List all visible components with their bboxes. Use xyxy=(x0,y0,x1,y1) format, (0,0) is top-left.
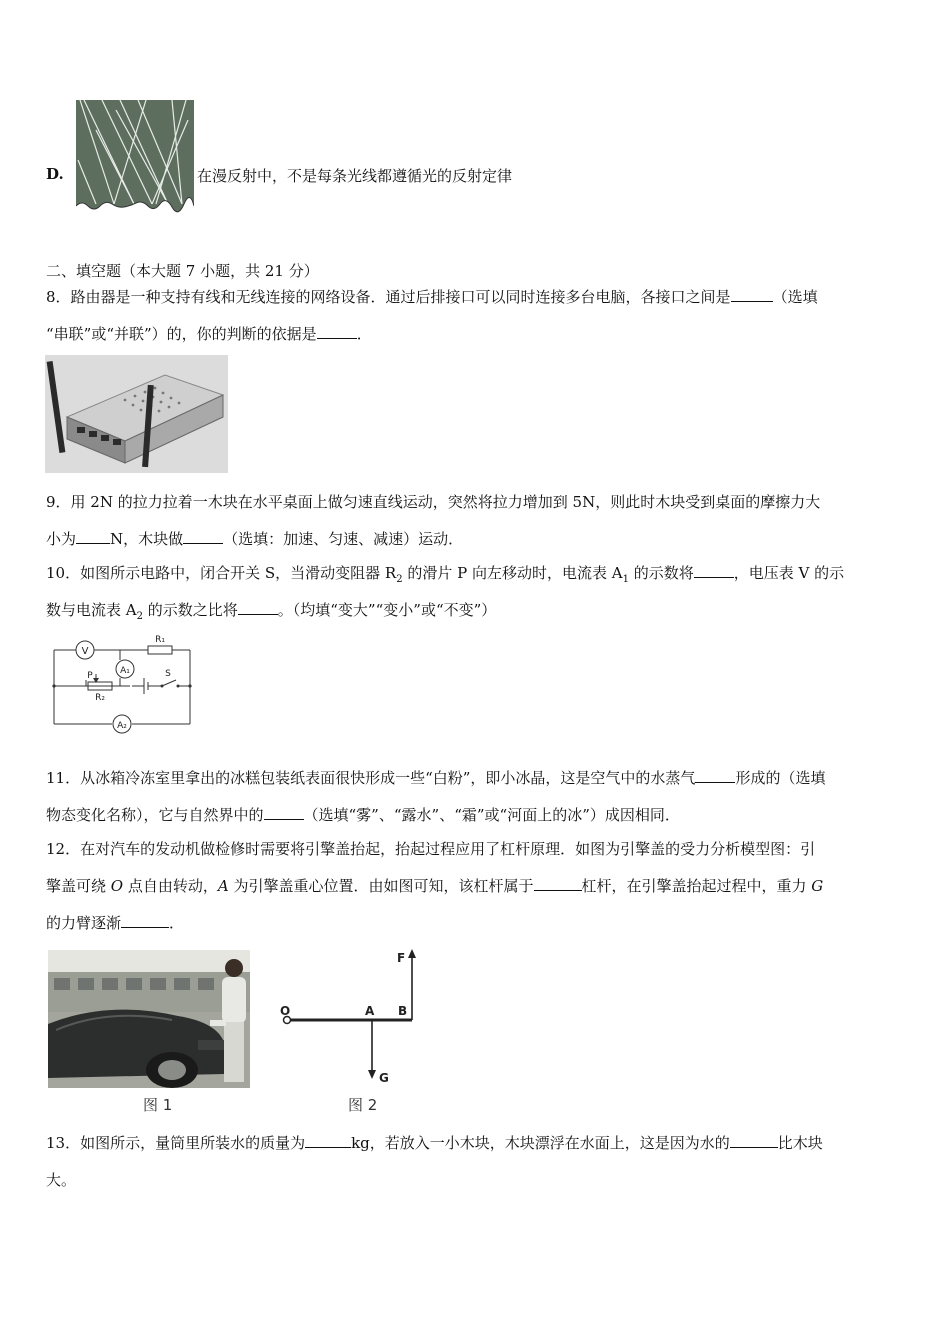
option-d-text: 在漫反射中，不是每条光线都遵循光的反射定律 xyxy=(197,167,513,185)
q11-text-a: 11．从冰箱冷冻室里拿出的冰糕包装纸表面很快形成一些“白粉”，即小冰晶，这是空气中的水蒸气 xyxy=(46,769,696,787)
circuit-s-label: S xyxy=(165,669,171,679)
q12-text-3a: 的力臂逐渐 xyxy=(46,914,122,932)
q11-text-2a: 物态变化名称），它与自然界中的 xyxy=(46,806,264,824)
q11-blank-2[interactable] xyxy=(264,805,304,820)
q11-line-1 xyxy=(46,768,825,788)
q10-blank-1[interactable] xyxy=(694,563,734,578)
q10-text-2a: 数与电流表 A xyxy=(46,601,137,619)
fig2-g-label: G xyxy=(379,1071,389,1085)
q12-text-3b: ． xyxy=(169,914,185,932)
circuit-r2-label: R₂ xyxy=(95,693,105,703)
q13-text-c: 比木块 xyxy=(777,1134,823,1152)
circuit-a1-label: A₁ xyxy=(120,666,130,676)
q12-text-c: 为引擎盖重心位置．由如图可知，该杠杆属于 xyxy=(228,877,534,895)
car-hood-photo xyxy=(48,950,250,1088)
q13-text-a: 13．如图所示，量筒里所装水的质量为 xyxy=(46,1134,306,1152)
fig2-a-label: A xyxy=(365,1004,375,1018)
diffuse-reflection-image xyxy=(76,100,194,222)
q12-text-a: 擎盖可绕 xyxy=(46,877,111,895)
q13-text-b: kg，若放入一小木块，木块漂浮在水面上，这是因为水的 xyxy=(351,1134,730,1152)
circuit-diagram xyxy=(50,632,195,734)
circuit-p-label: P xyxy=(87,671,93,681)
q9-blank-2[interactable] xyxy=(183,529,223,544)
q12-line-2 xyxy=(46,876,823,896)
q10-text-b: 的滑片 P 向左移动时，电流表 A xyxy=(402,564,623,582)
q8-line-2 xyxy=(46,324,372,344)
q9-line-1: 9．用 2N 的拉力拉着一木块在水平桌面上做匀速直线运动，突然将拉力增加到 5N，则此时木块受到桌面的摩擦力大 xyxy=(46,493,821,511)
q10-text-d: ，电压表 V 的示 xyxy=(733,564,845,582)
q9-blank-1[interactable] xyxy=(76,529,110,544)
q12-blank-1[interactable] xyxy=(534,876,582,891)
q9-text-c: （选填：加速、匀速、减速）运动． xyxy=(223,530,464,548)
q13-line-2: 大。 xyxy=(46,1171,77,1189)
q10-text-a: 10．如图所示电路中，闭合开关 S，当滑动变阻器 R xyxy=(46,564,397,582)
q9-text-b: N，木块做 xyxy=(110,530,184,548)
fig1-caption: 图 1 xyxy=(143,1096,173,1114)
q8-line-1 xyxy=(46,287,818,307)
q9-text-a: 小为 xyxy=(46,530,77,548)
option-d-letter: D. xyxy=(46,165,64,183)
q12-blank-2[interactable] xyxy=(121,913,169,928)
q10-text-c: 的示数将 xyxy=(628,564,694,582)
q10-text-2b: 的示数之比将 xyxy=(142,601,238,619)
q10-sub-a2: 2 xyxy=(136,611,143,622)
lever-force-diagram xyxy=(278,946,418,1088)
q12-text-b: 点自由转动， xyxy=(123,877,218,895)
q13-blank-1[interactable] xyxy=(305,1133,351,1148)
q12-var-g: G xyxy=(811,877,824,895)
q8-text-1-end: （选填 xyxy=(772,288,818,306)
fig2-b-label: B xyxy=(398,1004,408,1018)
q12-var-a: A xyxy=(217,877,229,895)
fig2-caption: 图 2 xyxy=(348,1096,378,1114)
q10-line-2 xyxy=(46,600,496,627)
q10-sub-r2: 2 xyxy=(396,574,403,585)
section-heading: 二、填空题（本大题 7 小题，共 21 分） xyxy=(46,262,319,280)
q10-line-1 xyxy=(46,563,844,590)
q11-text-2b: （选填“雾”、“露水”、“霜”或“河面上的冰”）成因相同． xyxy=(303,806,680,824)
q11-text-b: 形成的（选填 xyxy=(735,769,826,787)
q12-line-3 xyxy=(46,913,184,933)
q8-text-2: “串联”或“并联”）的，你的判断的依据是 xyxy=(46,325,317,343)
circuit-a2-label: A₂ xyxy=(117,721,127,731)
q8-text-1: 8．路由器是一种支持有线和无线连接的网络设备．通过后排接口可以同时连接多台电脑，各接口之间是 xyxy=(46,288,731,306)
q11-line-2 xyxy=(46,805,680,825)
q10-sub-a1: 1 xyxy=(622,574,629,585)
router-image xyxy=(45,355,228,473)
q12-var-o: O xyxy=(110,877,124,895)
circuit-r1-label: R₁ xyxy=(155,635,165,645)
q8-blank-1[interactable] xyxy=(731,287,773,302)
q10-blank-2[interactable] xyxy=(238,600,278,615)
q12-line-1: 12．在对汽车的发动机做检修时需要将引擎盖抬起，抬起过程应用了杠杆原理．如图为引擎盖的受力分析模型图：引 xyxy=(46,840,816,858)
q8-blank-2[interactable] xyxy=(317,324,357,339)
circuit-voltmeter-label: V xyxy=(81,646,89,657)
q11-blank-1[interactable] xyxy=(695,768,735,783)
q10-text-2c: 。（均填“变大”“变小”或“不变”） xyxy=(277,601,497,619)
q13-blank-2[interactable] xyxy=(730,1133,778,1148)
fig2-o-label: O xyxy=(280,1004,291,1018)
q13-line-1 xyxy=(46,1133,823,1153)
q9-line-2 xyxy=(46,529,463,549)
fig2-f-label: F xyxy=(397,951,406,965)
q8-text-2-end: ． xyxy=(356,325,372,343)
q12-text-d: 杠杆，在引擎盖抬起过程中，重力 xyxy=(581,877,812,895)
